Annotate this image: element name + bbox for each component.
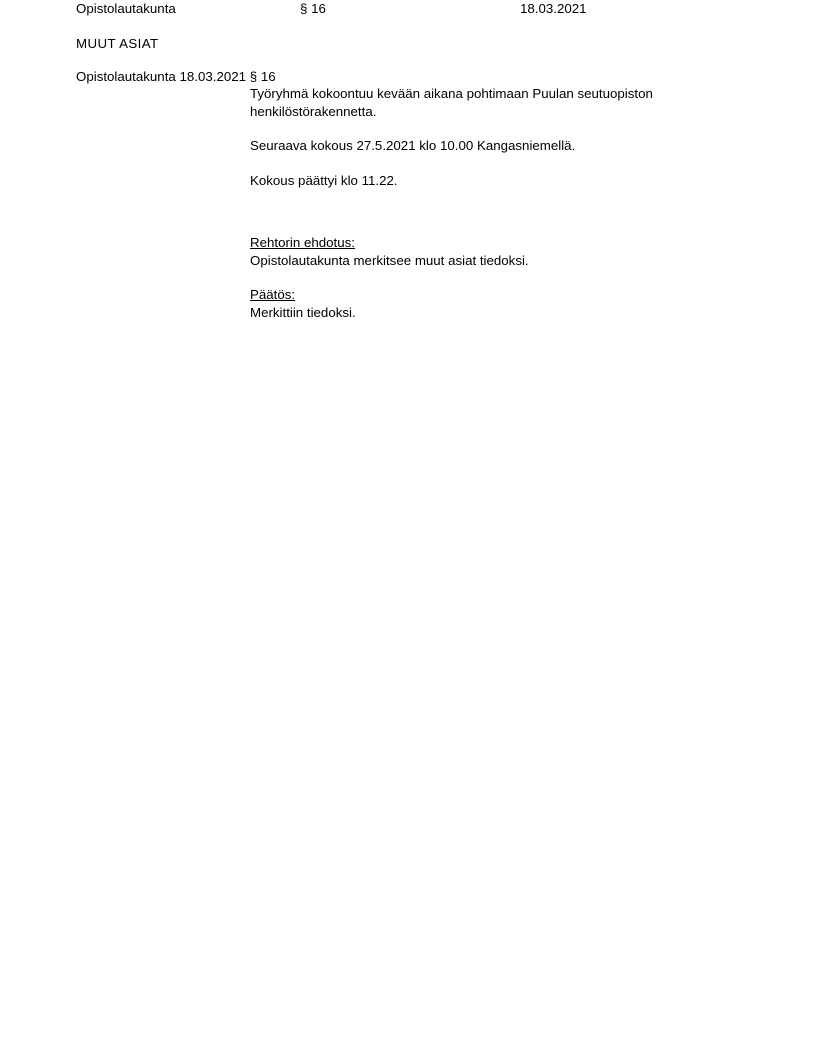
page-title: MUUT ASIAT xyxy=(76,36,159,51)
spacer xyxy=(250,269,720,286)
body-paragraph: Työryhmä kokoontuu kevään aikana pohtimaan Puulan seutuopiston henkilöstörakennetta. xyxy=(250,86,653,119)
header-date: 18.03.2021 xyxy=(520,1,587,16)
proposal-text: Opistolautakunta merkitsee muut asiat tiedoksi. xyxy=(250,252,529,268)
document-body xyxy=(250,85,720,321)
spacer xyxy=(250,189,720,217)
header-organization: Opistolautakunta xyxy=(76,1,176,16)
spacer xyxy=(250,217,720,234)
spacer xyxy=(250,155,720,172)
body-paragraph: Kokous päättyi klo 11.22. xyxy=(250,172,398,188)
proposal-label: Rehtorin ehdotus: xyxy=(250,235,355,250)
decision-text: Merkittiin tiedoksi. xyxy=(250,304,356,320)
case-reference: Opistolautakunta 18.03.2021 § 16 xyxy=(76,69,276,84)
decision-label: Päätös: xyxy=(250,287,296,302)
header-section-number: § 16 xyxy=(300,1,326,16)
body-paragraph: Seuraava kokous 27.5.2021 klo 10.00 Kangasniemellä. xyxy=(250,138,576,153)
spacer xyxy=(250,120,720,137)
